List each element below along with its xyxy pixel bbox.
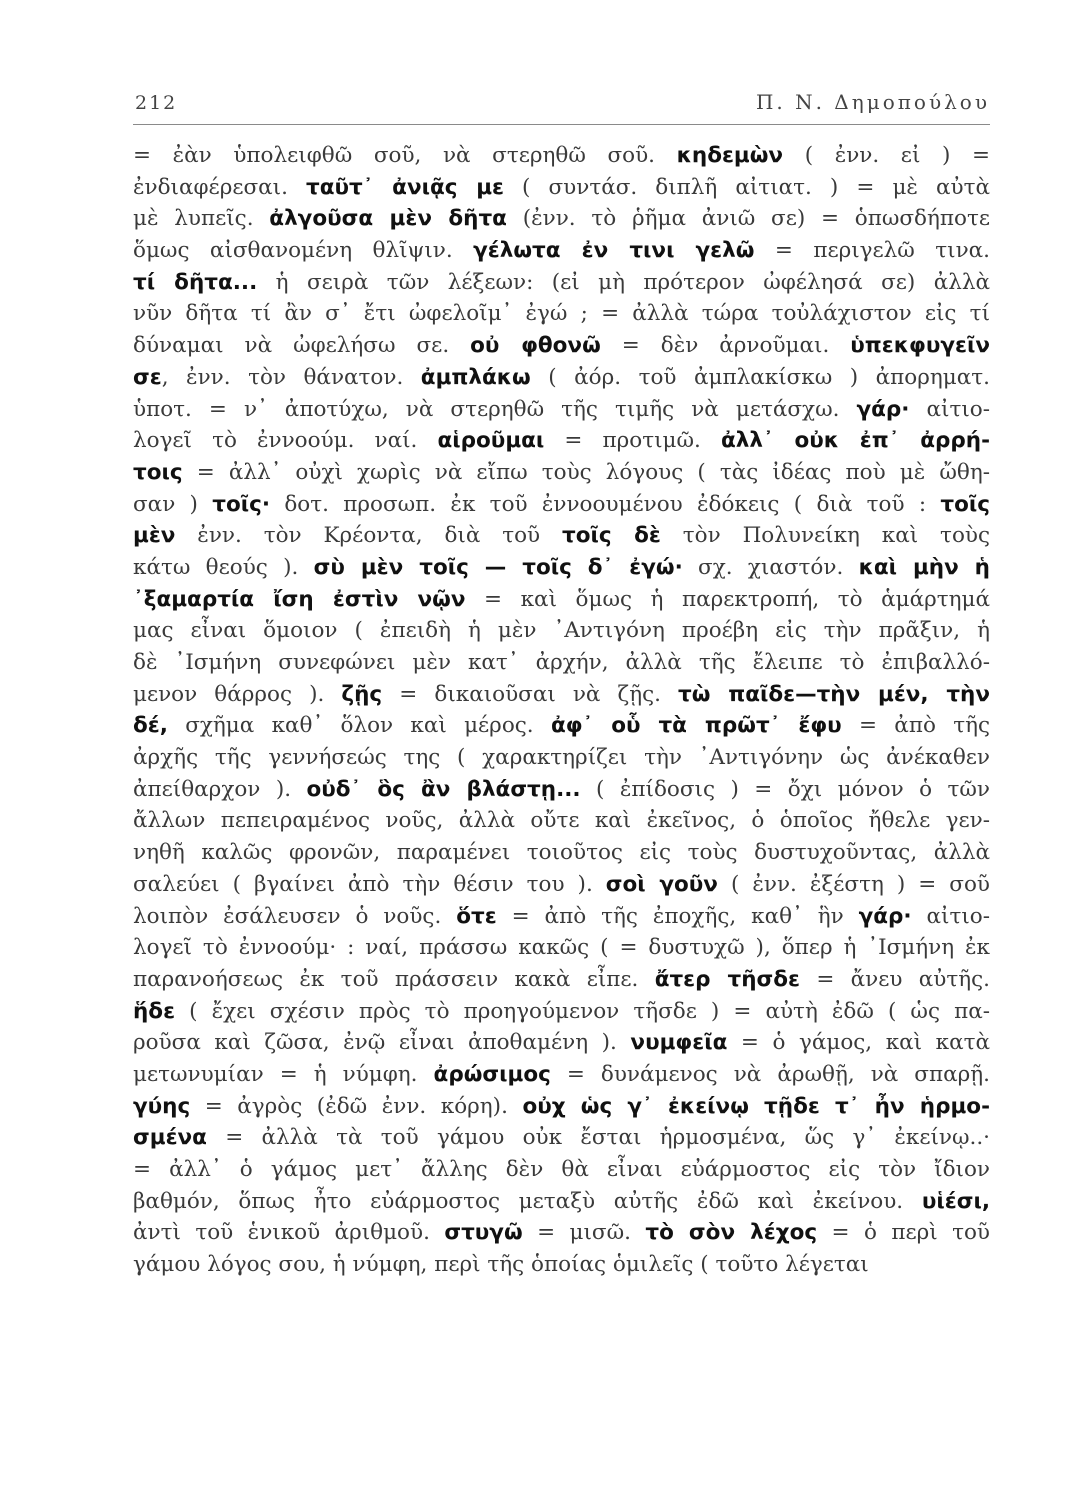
lemma: ταῦτ᾽ ἀνιᾷς με bbox=[306, 174, 504, 200]
gloss-text: = καὶ ὅμως ἡ παρεκτροπή, τὸ ἁμάρτημά bbox=[465, 586, 990, 612]
gloss-text: ὅμως αἰσθανομένη θλῖψιν. bbox=[133, 238, 474, 264]
lemma: τοῖς bbox=[940, 491, 990, 517]
gloss-text: = μισῶ. bbox=[522, 1220, 646, 1246]
page-number: 212 bbox=[135, 92, 178, 114]
text-line bbox=[133, 235, 990, 267]
lemma: γέλωτα ἐν τινι γελῶ bbox=[473, 238, 755, 264]
lemma: οὐχ ὡς γ᾽ ἐκείνῳ τῇδε τ᾽ ἦν ἡρμο- bbox=[522, 1093, 990, 1119]
lemma: ἀρώσιμος bbox=[433, 1061, 551, 1087]
lemma: καὶ μὴν ἡ bbox=[858, 554, 990, 580]
text-line bbox=[133, 298, 990, 330]
text-line bbox=[133, 1122, 990, 1154]
lemma: τοις bbox=[133, 459, 183, 485]
text-line bbox=[133, 362, 990, 394]
gloss-text: μετωνυμίαν = ἡ νύμφη. bbox=[133, 1061, 434, 1087]
gloss-text: ἡ σειρὰ τῶν λέξεων: (εἰ μὴ πρότερον ὠφέλησά σε) ἀλλὰ bbox=[257, 269, 990, 295]
text-line bbox=[133, 584, 990, 616]
lemma: τοῖς· bbox=[212, 491, 271, 517]
gloss-text: τὸν Πολυνείκη καὶ τοὺς bbox=[660, 523, 990, 549]
gloss-text: = ἐὰν ὑπολειφθῶ σοῦ, νὰ στερηθῶ σοῦ. bbox=[133, 143, 677, 168]
gloss-text: μὲ λυπεῖς. bbox=[133, 206, 270, 232]
gloss-text: ( ἐνν. ἐξέστη ) = σοῦ bbox=[717, 871, 990, 897]
lemma: ἄτερ τῆσδε bbox=[654, 966, 801, 992]
gloss-text: = ἀπὸ τῆς ἐποχῆς, καθ᾽ ἣν bbox=[496, 903, 859, 929]
gloss-text: λοιπὸν ἐσάλευσεν ὁ νοῦς. bbox=[133, 903, 457, 929]
text-line bbox=[133, 805, 990, 837]
text-line bbox=[133, 710, 990, 742]
lemma: κηδεμὼν bbox=[676, 143, 784, 168]
lemma: ἀφ᾽ οὗ τὰ πρῶτ᾽ ἔφυ bbox=[550, 713, 842, 739]
gloss-text: μενον θάρρος ). bbox=[133, 681, 342, 707]
lemma: οὐ φθονῶ bbox=[470, 333, 601, 359]
lemma: γάρ· bbox=[856, 396, 910, 422]
page-header bbox=[133, 84, 990, 125]
gloss-text: δύναμαι νὰ ὠφελήσω σε. bbox=[133, 333, 471, 359]
lemma: ἀλγοῦσα μὲν δῆτα bbox=[269, 206, 507, 232]
text-line bbox=[133, 774, 990, 806]
gloss-text: σαν ) bbox=[133, 491, 213, 517]
lemma: ζῇς bbox=[341, 681, 383, 707]
gloss-text: δοτ. προσωπ. ἐκ τοῦ ἐννοουμένου ἐδόκεις ( διὰ τοῦ : bbox=[270, 491, 941, 517]
lemma: υἱέσι, bbox=[921, 1188, 990, 1214]
lemma: τὸ σὸν λέχος bbox=[645, 1220, 818, 1246]
text-line bbox=[133, 552, 990, 584]
text-line bbox=[133, 1217, 990, 1249]
gloss-text: = ὁ γάμος, καὶ κατὰ bbox=[727, 1030, 990, 1056]
lemma: ἀμπλάκω bbox=[420, 364, 531, 390]
text-line bbox=[133, 679, 990, 711]
gloss-text: ἐνν. τὸν Κρέοντα, διὰ τοῦ bbox=[175, 523, 563, 549]
text-line bbox=[133, 457, 990, 489]
gloss-text: ἐνδιαφέρεσαι. bbox=[133, 174, 306, 200]
lemma: ὑπεκφυγεῖν bbox=[850, 333, 990, 359]
text-line bbox=[133, 615, 990, 647]
lemma: στυγῶ bbox=[444, 1220, 523, 1246]
gloss-text: = ἀλλ᾽ οὐχὶ χωρὶς νὰ εἴπω τοὺς λόγους ( τὰς ἰδέας ποὺ μὲ ὤθη- bbox=[182, 459, 990, 485]
gloss-text: = ἀλλ᾽ ὁ γάμος μετ᾽ ἄλλης δὲν θὰ εἶναι εὐάρμοστος εἰς τὸν ἴδιον bbox=[133, 1157, 990, 1182]
text-line bbox=[133, 901, 990, 933]
text-line bbox=[133, 1091, 990, 1123]
gloss-text: ροῦσα καὶ ζῶσα, ἐνῷ εἶναι ἀποθαμένη ). bbox=[133, 1030, 631, 1056]
lemma: τί δῆτα... bbox=[133, 269, 258, 295]
gloss-text: βαθμόν, ὅπως ἦτο εὐάρμοστος μεταξὺ αὐτῆς ἐδῶ καὶ ἐκείνου. bbox=[133, 1188, 922, 1214]
text-line bbox=[133, 489, 990, 521]
gloss-text: παρανοήσεως ἐκ τοῦ πράσσειν κακὰ εἶπε. bbox=[133, 966, 655, 992]
text-line bbox=[133, 996, 990, 1028]
lemma: ᾽ξαμαρτία ἴση ἐστὶν νῷν bbox=[133, 586, 466, 612]
gloss-text: νῦν δῆτα τί ἂν σ᾽ ἔτι ὠφελοῖμ᾽ ἐγώ ; = ἀλλὰ τώρα τοὐλάχιστον εἰς τί bbox=[133, 301, 990, 327]
gloss-text: μας εἶναι ὅμοιον ( ἐπειδὴ ἡ μὲν ᾽Αντιγόνη προέβη εἰς τὴν πρᾶξιν, ἡ bbox=[133, 618, 990, 644]
lemma: γύης bbox=[133, 1093, 191, 1119]
gloss-text: σχ. χιαστόν. bbox=[682, 554, 859, 580]
commentary-text bbox=[133, 140, 990, 1281]
lemma: οὐδ᾽ ὃς ἂν βλάστῃ... bbox=[306, 776, 581, 802]
gloss-text: ( συντάσ. διπλῆ αἰτιατ. ) = μὲ αὐτὰ bbox=[504, 174, 990, 200]
gloss-text: λογεῖ τὸ ἐννοούμ. ναί. bbox=[133, 428, 438, 454]
text-line bbox=[133, 330, 990, 362]
gloss-text: ἄλλων πεπειραμένος νοῦς, ἀλλὰ οὔτε καὶ ἐκεῖνος, ὁ ὁποῖος ἤθελε γεν- bbox=[133, 808, 990, 834]
lemma: τοῖς δὲ bbox=[562, 523, 661, 549]
text-line bbox=[133, 964, 990, 996]
gloss-text: (ἐνν. τὸ ῥῆμα ἀνιῶ σε) = ὁπωσδήποτε bbox=[506, 206, 990, 232]
lemma: ἥδε bbox=[133, 998, 176, 1024]
text-line bbox=[133, 1249, 990, 1281]
text-line bbox=[133, 203, 990, 235]
lemma: δέ, bbox=[133, 713, 168, 739]
gloss-text: = δυνάμενος νὰ ἀρωθῇ, νὰ σπαρῇ. bbox=[550, 1061, 990, 1087]
gloss-text: ἀρχῆς τῆς γεννήσεώς της ( χαρακτηρίζει τὴν ᾽Αντιγόνην ὡς ἀνέκαθεν bbox=[133, 745, 990, 771]
gloss-text: ( ἐπίδοσις ) = ὄχι μόνον ὁ τῶν bbox=[580, 776, 990, 802]
text-line bbox=[133, 647, 990, 679]
text-line bbox=[133, 172, 990, 204]
text-line bbox=[133, 742, 990, 774]
gloss-text: = περιγελῶ τινα. bbox=[754, 238, 990, 264]
lemma: αἱροῦμαι bbox=[437, 428, 545, 454]
gloss-text: = δικαιοῦσαι νὰ ζῇς. bbox=[382, 681, 679, 707]
gloss-text: δὲ ᾽Ισμήνη συνεφώνει μὲν κατ᾽ ἀρχήν, ἀλλὰ τῆς ἔλειπε τὸ ἐπιβαλλό- bbox=[133, 650, 990, 675]
gloss-text: = ἀλλὰ τὰ τοῦ γάμου οὐκ ἔσται ἡρμοσμένα, ὥς γ᾽ ἐκείνῳ..· bbox=[206, 1125, 990, 1151]
lemma: νυμφεῖα bbox=[630, 1030, 728, 1056]
gloss-text: ( ἀόρ. τοῦ ἀμπλακίσκω ) ἀπορηματ. bbox=[530, 364, 990, 390]
text-line bbox=[133, 1059, 990, 1091]
text-line bbox=[133, 869, 990, 901]
gloss-text: ( ἔχει σχέσιν πρὸς τὸ προηγούμενον τῆσδε ) = αὐτὴ ἐδῶ ( ὡς πα- bbox=[175, 998, 990, 1024]
gloss-text: ὑποτ. = ν᾽ ἀποτύχω, νὰ στερηθῶ τῆς τιμῆς νὰ μετάσχω. bbox=[133, 396, 857, 422]
gloss-text: σαλεύει ( βγαίνει ἀπὸ τὴν θέσιν του ). bbox=[133, 871, 606, 897]
lemma: ὅτε bbox=[456, 903, 497, 929]
gloss-text: ἀπείθαρχον ). bbox=[133, 776, 307, 802]
lemma: σμένα bbox=[133, 1125, 207, 1151]
text-line bbox=[133, 425, 990, 457]
text-line bbox=[133, 520, 990, 552]
gloss-text: λογεῖ τὸ ἐννοούμ· : ναί, πράσσω κακῶς ( = δυστυχῶ ), ὅπερ ἡ ᾽Ισμήνη ἐκ bbox=[133, 935, 990, 961]
gloss-text: νηθῆ καλῶς φρονῶν, παραμένει τοιοῦτος εἰς τοὺς δυστυχοῦντας, ἀλλὰ bbox=[133, 840, 990, 866]
gloss-text: = δὲν ἀρνοῦμαι. bbox=[600, 333, 851, 359]
text-line bbox=[133, 1186, 990, 1218]
lemma: ἀλλ᾽ οὐκ ἐπ᾽ ἀρρή- bbox=[720, 428, 990, 454]
text-line bbox=[133, 932, 990, 964]
gloss-text: = προτιμῶ. bbox=[544, 428, 721, 454]
gloss-text: σχῆμα καθ᾽ ὅλον καὶ μέρος. bbox=[167, 713, 551, 739]
gloss-text: κάτω θεούς ). bbox=[133, 554, 314, 580]
gloss-text: ἀντὶ τοῦ ἑνικοῦ ἀριθμοῦ. bbox=[133, 1220, 445, 1246]
text-line bbox=[133, 394, 990, 426]
lemma: σε bbox=[133, 364, 162, 390]
text-line bbox=[133, 140, 990, 172]
gloss-text: αἰτιο- bbox=[909, 396, 990, 422]
text-line bbox=[133, 1027, 990, 1059]
text-line bbox=[133, 837, 990, 869]
gloss-text: = ἀπὸ τῆς bbox=[841, 713, 990, 739]
lemma: σὺ μὲν τοῖς — τοῖς δ᾽ ἐγώ· bbox=[313, 554, 683, 580]
gloss-text: = ἀγρὸς (ἐδῶ ἐνν. κόρη). bbox=[190, 1093, 523, 1119]
gloss-text: , ἐνν. τὸν θάνατον. bbox=[161, 364, 421, 390]
text-line bbox=[133, 1154, 990, 1186]
gloss-text: γάμου λόγος σου, ἡ νύμφη, περὶ τῆς ὁποίας ὁμιλεῖς ( τοῦτο λέγεται bbox=[133, 1252, 869, 1278]
lemma: μὲν bbox=[133, 523, 176, 549]
lemma: τὼ παῖδε—τὴν μέν, τὴν bbox=[678, 681, 990, 707]
gloss-text: ( ἐνν. εἰ ) = bbox=[783, 143, 990, 168]
running-head: Π. Ν. Δημοπούλου bbox=[755, 90, 990, 114]
gloss-text: = ἄνευ αὐτῆς. bbox=[800, 966, 990, 992]
gloss-text: αἰτιο- bbox=[911, 903, 990, 929]
text-line bbox=[133, 267, 990, 299]
lemma: σοὶ γοῦν bbox=[605, 871, 718, 897]
gloss-text: = ὁ περὶ τοῦ bbox=[817, 1220, 990, 1246]
lemma: γάρ· bbox=[858, 903, 912, 929]
